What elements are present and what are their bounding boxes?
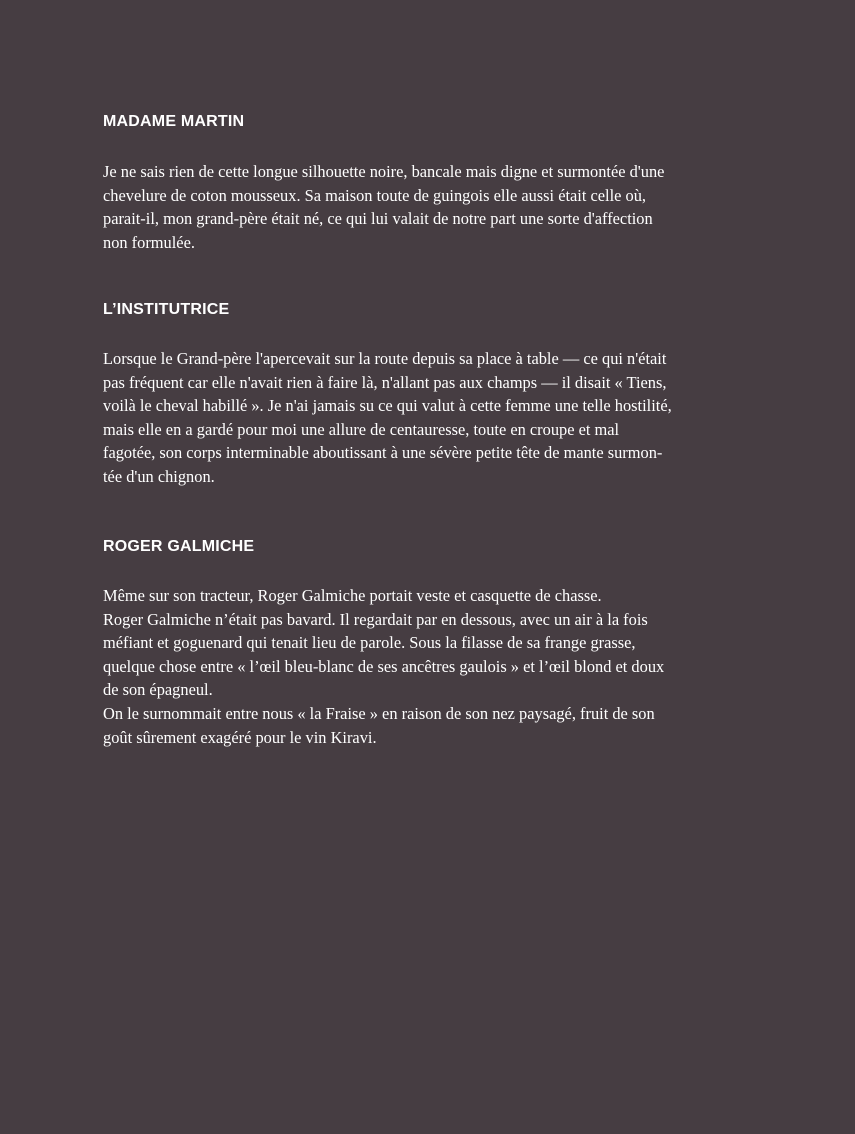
text-line: méfiant et goguenard qui tenait lieu de parole. Sous la filasse de sa frange grasse, — [103, 633, 636, 653]
section-madame-martin — [103, 112, 743, 254]
section-roger-galmiche — [103, 537, 743, 749]
section-paragraph — [103, 584, 743, 749]
text-line: Même sur son tracteur, Roger Galmiche portait veste et casquette de chasse. — [103, 586, 602, 605]
text-line: parait-il, mon grand-père était né, ce qui lui valait de notre part une sorte d'affection — [103, 209, 653, 229]
text-line: pas fréquent car elle n'avait rien à faire là, n'allant pas aux champs — il disait « Tiens, — [103, 372, 667, 392]
text-line: de son épagneul. — [103, 680, 213, 700]
text-line: chevelure de coton mousseux. Sa maison toute de guingois elle aussi était celle où, — [103, 185, 647, 205]
text-line: Roger Galmiche n’était pas bavard. Il regardait par en dessous, avec un air à la fois — [103, 609, 648, 629]
text-line: Lorsque le Grand-père l'apercevait sur la route depuis sa place à table — ce qui n'était — [103, 349, 667, 368]
section-paragraph — [103, 347, 743, 489]
text-line: goût sûrement exagéré pour le vin Kiravi. — [103, 727, 377, 747]
text-line: Je ne sais rien de cette longue silhouette noire, bancale mais digne et surmontée d'une — [103, 162, 665, 181]
text-line: tée d'un chignon. — [103, 466, 215, 486]
text-line: voilà le cheval habillé ». Je n'ai jamais su ce qui valut à cette femme une telle hostilité, — [103, 396, 672, 416]
section-heading: MADAME MARTIN — [103, 113, 245, 130]
section-heading: ROGER GALMICHE — [103, 538, 255, 555]
section-institutrice — [103, 300, 743, 489]
text-line: mais elle en a gardé pour moi une allure de centauresse, toute en croupe et mal — [103, 419, 620, 439]
text-line: On le surnommait entre nous « la Fraise » en raison de son nez paysagé, fruit de son — [103, 703, 655, 723]
section-heading: L’INSTITUTRICE — [103, 301, 230, 318]
text-line: non formulée. — [103, 232, 195, 252]
text-line: quelque chose entre « l’œil bleu-blanc de ses ancêtres gaulois » et l’œil blond et doux — [103, 656, 665, 676]
section-paragraph — [103, 160, 743, 254]
text-line: fagotée, son corps interminable aboutissant à une sévère petite tête de mante surmon- — [103, 443, 663, 463]
